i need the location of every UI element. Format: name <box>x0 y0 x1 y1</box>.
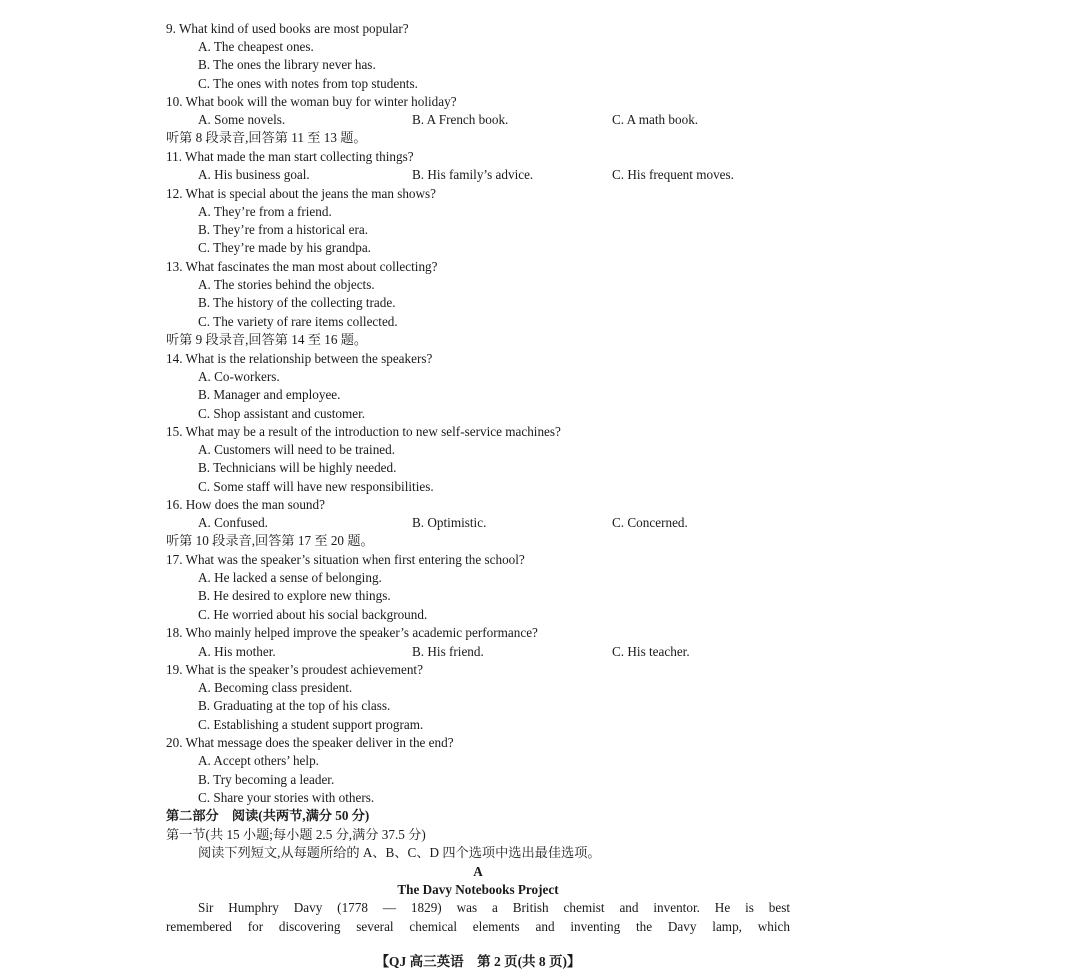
question-19-option-b: B. Graduating at the top of his class. <box>198 698 391 713</box>
question-18-option-b: B. His friend. <box>412 644 484 659</box>
question-16-option-b: B. Optimistic. <box>412 515 487 530</box>
passage-line-2: remembered for discovering several chemical elements and inventing the Davy lamp, which <box>166 919 790 934</box>
question-18-option-a: A. His mother. <box>198 644 276 659</box>
part-2-title: 第二部分 阅读(共两节,满分 50 分) <box>166 808 370 823</box>
question-9-option-b: B. The ones the library never has. <box>198 57 376 72</box>
question-18-stem: 18. Who mainly helped improve the speaker’s academic performance? <box>166 625 538 640</box>
instruction-recording-9: 听第 9 段录音,回答第 14 至 16 题。 <box>166 332 368 347</box>
question-12-option-b: B. They’re from a historical era. <box>198 222 369 237</box>
question-18-options <box>198 643 838 661</box>
question-15-stem: 15. What may be a result of the introduction to new self-service machines? <box>166 424 561 439</box>
passage-line-1: Sir Humphry Davy (1778 — 1829) was a British chemist and inventor. He is best <box>198 900 790 915</box>
question-11-option-a: A. His business goal. <box>198 167 310 182</box>
question-19-option-c: C. Establishing a student support program. <box>198 717 424 732</box>
question-11-option-c: C. His frequent moves. <box>612 167 734 182</box>
question-11-stem: 11. What made the man start collecting things? <box>166 149 414 164</box>
question-11-option-b: B. His family’s advice. <box>412 167 534 182</box>
question-13-option-a: A. The stories behind the objects. <box>198 277 375 292</box>
question-15-option-a: A. Customers will need to be trained. <box>198 442 396 457</box>
question-17-option-c: C. He worried about his social background. <box>198 607 428 622</box>
question-19-stem: 19. What is the speaker’s proudest achievement? <box>166 662 423 677</box>
instruction-recording-10: 听第 10 段录音,回答第 17 至 20 题。 <box>166 533 374 548</box>
question-14-option-a: A. Co-workers. <box>198 369 280 384</box>
question-10-stem: 10. What book will the woman buy for winter holiday? <box>166 94 457 109</box>
question-13-option-c: C. The variety of rare items collected. <box>198 314 398 329</box>
question-10-options <box>198 111 838 129</box>
question-12-stem: 12. What is special about the jeans the man shows? <box>166 186 437 201</box>
question-10-option-a: A. Some novels. <box>198 112 286 127</box>
question-13-option-b: B. The history of the collecting trade. <box>198 295 396 310</box>
question-14-option-c: C. Shop assistant and customer. <box>198 406 366 421</box>
question-12-option-a: A. They’re from a friend. <box>198 204 332 219</box>
question-10-option-c: C. A math book. <box>612 112 699 127</box>
question-15-option-c: C. Some staff will have new responsibilities. <box>198 479 434 494</box>
question-20-stem: 20. What message does the speaker deliver in the end? <box>166 735 454 750</box>
question-10-option-b: B. A French book. <box>412 112 509 127</box>
question-15-option-b: B. Technicians will be highly needed. <box>198 460 397 475</box>
question-17-option-a: A. He lacked a sense of belonging. <box>198 570 382 585</box>
section-1-instruction: 阅读下列短文,从每题所给的 A、B、C、D 四个选项中选出最佳选项。 <box>198 845 601 860</box>
question-16-options <box>198 514 838 532</box>
question-11-options <box>198 166 838 184</box>
question-19-option-a: A. Becoming class president. <box>198 680 353 695</box>
passage-letter: A <box>473 864 483 879</box>
question-20-option-a: A. Accept others’ help. <box>198 753 319 768</box>
question-16-option-c: C. Concerned. <box>612 515 688 530</box>
question-18-option-c: C. His teacher. <box>612 644 690 659</box>
question-9-option-a: A. The cheapest ones. <box>198 39 314 54</box>
question-9-option-c: C. The ones with notes from top students. <box>198 76 418 91</box>
question-14-option-b: B. Manager and employee. <box>198 387 341 402</box>
question-17-option-b: B. He desired to explore new things. <box>198 588 391 603</box>
question-20-option-b: B. Try becoming a leader. <box>198 772 335 787</box>
question-20-option-c: C. Share your stories with others. <box>198 790 375 805</box>
question-12-option-c: C. They’re made by his grandpa. <box>198 240 371 255</box>
question-9-stem: 9. What kind of used books are most popular? <box>166 21 409 36</box>
question-16-option-a: A. Confused. <box>198 515 268 530</box>
question-16-stem: 16. How does the man sound? <box>166 497 325 512</box>
question-17-stem: 17. What was the speaker’s situation when first entering the school? <box>166 552 525 567</box>
page-footer: 【QJ 高三英语 第 2 页(共 8 页)】 <box>375 954 581 969</box>
passage-title: The Davy Notebooks Project <box>397 882 559 897</box>
question-14-stem: 14. What is the relationship between the speakers? <box>166 351 433 366</box>
question-13-stem: 13. What fascinates the man most about collecting? <box>166 259 438 274</box>
section-1-heading: 第一节(共 15 小题;每小题 2.5 分,满分 37.5 分) <box>166 827 426 842</box>
instruction-recording-8: 听第 8 段录音,回答第 11 至 13 题。 <box>166 130 367 145</box>
